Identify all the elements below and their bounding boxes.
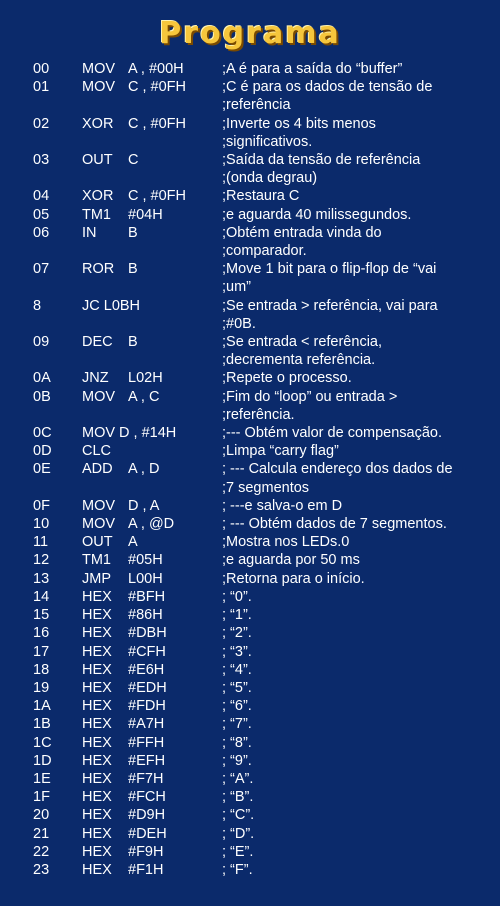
program-line bbox=[0, 442, 500, 460]
opcode-cell: HEX bbox=[82, 643, 112, 660]
opcode-cell: OUT bbox=[82, 152, 113, 169]
program-line bbox=[0, 151, 500, 187]
address-cell: 1D bbox=[33, 752, 52, 769]
comment-cell: ; “5”. bbox=[222, 679, 252, 696]
address-cell: 16 bbox=[33, 625, 50, 642]
program-line bbox=[0, 770, 500, 788]
operand-cell: #D9H bbox=[128, 807, 166, 824]
comment-cell: ;Se entrada > referência, vai para ;#0B. bbox=[222, 297, 438, 332]
opcode-cell: HEX bbox=[82, 807, 112, 824]
opcode-cell: JNZ bbox=[82, 370, 109, 387]
program-line bbox=[0, 424, 500, 442]
operand-cell: #F7H bbox=[128, 770, 164, 787]
comment-cell: ; “1”. bbox=[222, 607, 252, 624]
opcode-cell: MOV bbox=[82, 516, 116, 533]
program-line bbox=[0, 679, 500, 697]
comment-cell: ; “0”. bbox=[222, 588, 252, 605]
opcode-cell: HEX bbox=[82, 825, 112, 842]
program-line bbox=[0, 661, 500, 679]
opcode-cell: HEX bbox=[82, 716, 112, 733]
address-cell: 02 bbox=[33, 115, 50, 132]
opcode-cell: OUT bbox=[82, 534, 113, 551]
operand-cell: #FFH bbox=[128, 734, 165, 751]
operand-cell: A , @D bbox=[128, 516, 175, 533]
program-line bbox=[0, 60, 500, 78]
program-line bbox=[0, 643, 500, 661]
comment-cell: ;Limpa “carry flag” bbox=[222, 443, 339, 460]
opcode-cell: ROR bbox=[82, 261, 115, 278]
program-line bbox=[0, 570, 500, 588]
opcode-cell: TM1 bbox=[82, 552, 111, 569]
address-cell: 0F bbox=[33, 497, 50, 514]
opcode-cell: JMP bbox=[82, 570, 111, 587]
program-line bbox=[0, 843, 500, 861]
opcode-cell: IN bbox=[82, 224, 97, 241]
comment-cell: ; “A”. bbox=[222, 770, 254, 787]
comment-cell: ;Repete o processo. bbox=[222, 370, 352, 387]
opcode-cell: MOV bbox=[82, 79, 116, 96]
operand-cell: #CFH bbox=[128, 643, 166, 660]
opcode-cell: HEX bbox=[82, 607, 112, 624]
address-cell: 0E bbox=[33, 461, 51, 478]
program-line bbox=[0, 825, 500, 843]
operand-cell: #EDH bbox=[128, 679, 167, 696]
address-cell: 1C bbox=[33, 734, 52, 751]
opcode-cell: DEC bbox=[82, 334, 113, 351]
comment-cell: ; “D”. bbox=[222, 825, 255, 842]
program-line bbox=[0, 715, 500, 733]
comment-cell: ;Se entrada < referência, ;decrementa referência. bbox=[222, 334, 383, 369]
comment-cell: ; “F”. bbox=[222, 861, 253, 878]
program-line bbox=[0, 606, 500, 624]
address-cell: 03 bbox=[33, 152, 50, 169]
operand-cell: #DBH bbox=[128, 625, 167, 642]
operand-cell: B bbox=[128, 334, 138, 351]
program-line bbox=[0, 388, 500, 424]
comment-cell: ;Retorna para o início. bbox=[222, 570, 365, 587]
address-cell: 11 bbox=[33, 534, 49, 551]
operand-cell: C bbox=[128, 152, 139, 169]
comment-cell: ; “3”. bbox=[222, 643, 252, 660]
program-line bbox=[0, 551, 500, 569]
program-line bbox=[0, 788, 500, 806]
program-line bbox=[0, 297, 500, 333]
program-line bbox=[0, 861, 500, 879]
comment-cell: ; “C”. bbox=[222, 807, 255, 824]
opcode-cell: HEX bbox=[82, 698, 112, 715]
opcode-cell: CLC bbox=[82, 443, 112, 460]
program-line bbox=[0, 697, 500, 715]
comment-cell: ;C é para os dados de tensão de ;referência bbox=[222, 79, 433, 114]
address-cell: 13 bbox=[33, 570, 50, 587]
comment-cell: ;Saída da tensão de referência ;(onda degrau) bbox=[222, 152, 421, 187]
operand-cell: A , D bbox=[128, 461, 160, 478]
program-line bbox=[0, 224, 500, 260]
program-line bbox=[0, 333, 500, 369]
opcode-cell: HEX bbox=[82, 734, 112, 751]
program-line bbox=[0, 260, 500, 296]
operand-cell: #F9H bbox=[128, 843, 164, 860]
program-line bbox=[0, 187, 500, 205]
address-cell: 1A bbox=[33, 698, 51, 715]
address-cell: 04 bbox=[33, 188, 50, 205]
address-cell: 21 bbox=[33, 825, 50, 842]
comment-cell: ; --- Calcula endereço dos dados de ;7 segmentos bbox=[222, 461, 453, 496]
opcode-cell: HEX bbox=[82, 661, 112, 678]
program-line bbox=[0, 624, 500, 642]
opcode-cell: JC L0BH bbox=[82, 297, 141, 314]
comment-cell: ;e aguarda por 50 ms bbox=[222, 552, 360, 569]
address-cell: 1E bbox=[33, 770, 51, 787]
opcode-cell: HEX bbox=[82, 625, 112, 642]
operand-cell: B bbox=[128, 261, 138, 278]
comment-cell: ; “6”. bbox=[222, 698, 252, 715]
comment-cell: ; “B”. bbox=[222, 789, 254, 806]
address-cell: 12 bbox=[33, 552, 50, 569]
operand-cell: B bbox=[128, 224, 138, 241]
program-line bbox=[0, 497, 500, 515]
operand-cell: L00H bbox=[128, 570, 163, 587]
operand-cell: #A7H bbox=[128, 716, 165, 733]
program-line bbox=[0, 369, 500, 387]
program-line bbox=[0, 588, 500, 606]
opcode-cell: TM1 bbox=[82, 206, 111, 223]
operand-cell: D , A bbox=[128, 497, 160, 514]
opcode-cell: HEX bbox=[82, 789, 112, 806]
opcode-cell: MOV D , #14H bbox=[82, 425, 177, 442]
address-cell: 19 bbox=[33, 679, 50, 696]
operand-cell: #FDH bbox=[128, 698, 166, 715]
address-cell: 06 bbox=[33, 224, 50, 241]
operand-cell: A , #00H bbox=[128, 61, 184, 77]
comment-cell: ;Mostra nos LEDs.0 bbox=[222, 534, 350, 551]
address-cell: 07 bbox=[33, 261, 50, 278]
comment-cell: ; “E”. bbox=[222, 843, 254, 860]
operand-cell: #DEH bbox=[128, 825, 167, 842]
opcode-cell: HEX bbox=[82, 588, 112, 605]
program-line bbox=[0, 533, 500, 551]
operand-cell: #86H bbox=[128, 607, 163, 624]
program-line bbox=[0, 460, 500, 496]
comment-cell: ;Move 1 bit para o flip-flop de “vai ;um” bbox=[222, 261, 437, 296]
opcode-cell: MOV bbox=[82, 61, 116, 77]
operand-cell: C , #0FH bbox=[128, 115, 187, 132]
program-table bbox=[0, 60, 500, 879]
operand-cell: #BFH bbox=[128, 588, 166, 605]
comment-cell: ;--- Obtém valor de compensação. bbox=[222, 425, 443, 442]
comment-cell: ; ---e salva-o em D bbox=[222, 497, 343, 514]
operand-cell: #E6H bbox=[128, 661, 165, 678]
address-cell: 15 bbox=[33, 607, 50, 624]
opcode-cell: MOV bbox=[82, 388, 116, 405]
comment-cell: ;Obtém entrada vinda do ;comparador. bbox=[222, 224, 382, 260]
comment-cell: ;Fim do “loop” ou entrada > ;referência. bbox=[222, 388, 398, 423]
operand-cell: #F1H bbox=[128, 861, 164, 878]
comment-cell: ;Restaura C bbox=[222, 188, 300, 205]
address-cell: 00 bbox=[33, 61, 50, 77]
opcode-cell: HEX bbox=[82, 861, 112, 878]
comment-cell: ; “8”. bbox=[222, 734, 252, 751]
operand-cell: #FCH bbox=[128, 789, 166, 806]
address-cell: 09 bbox=[33, 334, 50, 351]
opcode-cell: HEX bbox=[82, 679, 112, 696]
comment-cell: ;A é para a saída do “buffer” bbox=[222, 61, 403, 77]
operand-cell: C , #0FH bbox=[128, 188, 187, 205]
program-line bbox=[0, 115, 500, 151]
opcode-cell: MOV bbox=[82, 497, 116, 514]
operand-cell: #EFH bbox=[128, 752, 166, 769]
opcode-cell: XOR bbox=[82, 115, 114, 132]
address-cell: 10 bbox=[33, 516, 50, 533]
address-cell: 0D bbox=[33, 443, 52, 460]
page-title: Programa bbox=[159, 16, 341, 51]
operand-cell: A , C bbox=[128, 388, 160, 405]
address-cell: 23 bbox=[33, 861, 50, 878]
opcode-cell: HEX bbox=[82, 843, 112, 860]
comment-cell: ; --- Obtém dados de 7 segmentos. bbox=[222, 516, 447, 533]
comment-cell: ; “2”. bbox=[222, 625, 252, 642]
address-cell: 1F bbox=[33, 789, 50, 806]
program-line bbox=[0, 752, 500, 770]
operand-cell: C , #0FH bbox=[128, 79, 187, 96]
program-line bbox=[0, 515, 500, 533]
address-cell: 0C bbox=[33, 425, 52, 442]
program-line bbox=[0, 206, 500, 224]
operand-cell: #04H bbox=[128, 206, 163, 223]
program-line bbox=[0, 78, 500, 114]
comment-cell: ; “7”. bbox=[222, 716, 252, 733]
address-cell: 8 bbox=[33, 297, 42, 314]
operand-cell: A bbox=[128, 534, 138, 551]
comment-cell: ;Inverte os 4 bits menos ;significativos. bbox=[222, 115, 376, 150]
address-cell: 01 bbox=[33, 79, 50, 96]
opcode-cell: ADD bbox=[82, 461, 113, 478]
address-cell: 1B bbox=[33, 716, 51, 733]
comment-cell: ; “4”. bbox=[222, 661, 252, 678]
address-cell: 0A bbox=[33, 370, 51, 387]
address-cell: 20 bbox=[33, 807, 50, 824]
comment-cell: ; “9”. bbox=[222, 752, 252, 769]
address-cell: 22 bbox=[33, 843, 50, 860]
program-line bbox=[0, 734, 500, 752]
address-cell: 18 bbox=[33, 661, 50, 678]
operand-cell: #05H bbox=[128, 552, 163, 569]
program-line bbox=[0, 806, 500, 824]
address-cell: 17 bbox=[33, 643, 50, 660]
address-cell: 14 bbox=[33, 588, 50, 605]
operand-cell: L02H bbox=[128, 370, 163, 387]
opcode-cell: HEX bbox=[82, 752, 112, 769]
comment-cell: ;e aguarda 40 milissegundos. bbox=[222, 206, 412, 223]
address-cell: 05 bbox=[33, 206, 50, 223]
opcode-cell: XOR bbox=[82, 188, 114, 205]
address-cell: 0B bbox=[33, 388, 51, 405]
opcode-cell: HEX bbox=[82, 770, 112, 787]
